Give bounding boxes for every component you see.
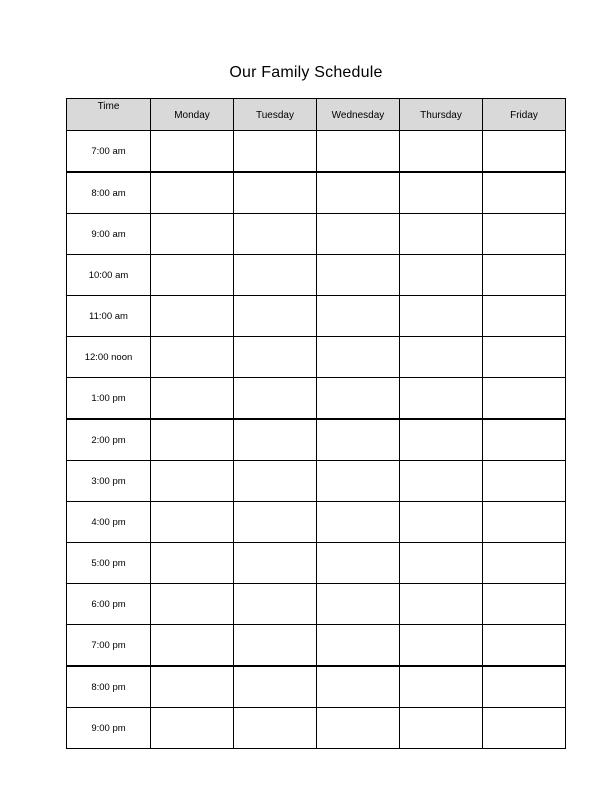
schedule-cell[interactable]	[400, 131, 483, 173]
schedule-cell[interactable]	[317, 131, 400, 173]
time-label: 12:00 noon	[67, 337, 151, 378]
time-label: 8:00 am	[67, 172, 151, 214]
time-label: 7:00 pm	[67, 625, 151, 667]
table-row	[67, 625, 566, 667]
time-label: 10:00 am	[67, 255, 151, 296]
header-row	[67, 99, 566, 131]
schedule-cell[interactable]	[151, 131, 234, 173]
schedule-cell[interactable]	[317, 214, 400, 255]
schedule-cell[interactable]	[317, 461, 400, 502]
time-label: 8:00 pm	[67, 666, 151, 708]
schedule-cell[interactable]	[400, 584, 483, 625]
time-label: 4:00 pm	[67, 502, 151, 543]
table-row	[67, 419, 566, 461]
schedule-cell[interactable]	[317, 172, 400, 214]
table-row	[67, 378, 566, 420]
table-row	[67, 172, 566, 214]
table-row	[67, 708, 566, 749]
schedule-cell[interactable]	[483, 708, 566, 749]
time-label: 11:00 am	[67, 296, 151, 337]
schedule-cell[interactable]	[151, 255, 234, 296]
schedule-cell[interactable]	[317, 666, 400, 708]
schedule-cell[interactable]	[151, 172, 234, 214]
schedule-cell[interactable]	[400, 502, 483, 543]
schedule-cell[interactable]	[151, 214, 234, 255]
column-header-thursday: Thursday	[400, 99, 483, 131]
schedule-cell[interactable]	[317, 502, 400, 543]
schedule-cell[interactable]	[151, 502, 234, 543]
schedule-cell[interactable]	[234, 296, 317, 337]
schedule-cell[interactable]	[317, 543, 400, 584]
schedule-cell[interactable]	[483, 296, 566, 337]
schedule-cell[interactable]	[400, 172, 483, 214]
time-label: 2:00 pm	[67, 419, 151, 461]
schedule-cell[interactable]	[400, 543, 483, 584]
schedule-cell[interactable]	[483, 666, 566, 708]
schedule-cell[interactable]	[483, 461, 566, 502]
schedule-cell[interactable]	[483, 625, 566, 667]
table-row	[67, 214, 566, 255]
schedule-cell[interactable]	[151, 666, 234, 708]
schedule-cell[interactable]	[483, 131, 566, 173]
schedule-cell[interactable]	[483, 543, 566, 584]
page-title: Our Family Schedule	[229, 64, 383, 81]
schedule-cell[interactable]	[317, 419, 400, 461]
time-label: 9:00 am	[67, 214, 151, 255]
table-row	[67, 666, 566, 708]
column-header-time: Time	[67, 99, 151, 131]
column-header-tuesday: Tuesday	[234, 99, 317, 131]
schedule-cell[interactable]	[151, 378, 234, 420]
schedule-cell[interactable]	[400, 666, 483, 708]
schedule-cell[interactable]	[234, 666, 317, 708]
table-row	[67, 461, 566, 502]
schedule-cell[interactable]	[151, 708, 234, 749]
time-label: 5:00 pm	[67, 543, 151, 584]
schedule-cell[interactable]	[400, 708, 483, 749]
schedule-cell[interactable]	[234, 502, 317, 543]
schedule-cell[interactable]	[234, 337, 317, 378]
time-label: 6:00 pm	[67, 584, 151, 625]
table-row	[67, 584, 566, 625]
schedule-cell[interactable]	[151, 584, 234, 625]
schedule-cell[interactable]	[483, 337, 566, 378]
schedule-cell[interactable]	[151, 337, 234, 378]
schedule-table	[66, 98, 566, 749]
schedule-cell[interactable]	[483, 378, 566, 420]
schedule-cell[interactable]	[234, 543, 317, 584]
table-row	[67, 337, 566, 378]
schedule-cell[interactable]	[234, 708, 317, 749]
time-label: 1:00 pm	[67, 378, 151, 420]
schedule-cell[interactable]	[483, 584, 566, 625]
schedule-cell[interactable]	[151, 461, 234, 502]
schedule-cell[interactable]	[400, 296, 483, 337]
column-header-monday: Monday	[151, 99, 234, 131]
schedule-cell[interactable]	[400, 419, 483, 461]
schedule-cell[interactable]	[317, 625, 400, 667]
schedule-cell[interactable]	[151, 625, 234, 667]
schedule-cell[interactable]	[317, 337, 400, 378]
column-header-friday: Friday	[483, 99, 566, 131]
schedule-cell[interactable]	[400, 625, 483, 667]
schedule-cell[interactable]	[234, 625, 317, 667]
column-header-wednesday: Wednesday	[317, 99, 400, 131]
schedule-cell[interactable]	[234, 461, 317, 502]
schedule-cell[interactable]	[151, 543, 234, 584]
schedule-cell[interactable]	[483, 214, 566, 255]
schedule-cell[interactable]	[234, 172, 317, 214]
schedule-cell[interactable]	[400, 378, 483, 420]
table-row	[67, 502, 566, 543]
schedule-cell[interactable]	[400, 337, 483, 378]
table-row	[67, 255, 566, 296]
time-label: 9:00 pm	[67, 708, 151, 749]
schedule-cell[interactable]	[483, 502, 566, 543]
schedule-cell[interactable]	[234, 419, 317, 461]
schedule-cell[interactable]	[400, 461, 483, 502]
schedule-cell[interactable]	[234, 378, 317, 420]
schedule-cell[interactable]	[234, 255, 317, 296]
schedule-cell[interactable]	[151, 419, 234, 461]
time-label: 3:00 pm	[67, 461, 151, 502]
schedule-cell[interactable]	[317, 378, 400, 420]
schedule-cell[interactable]	[317, 584, 400, 625]
schedule-cell[interactable]	[483, 172, 566, 214]
schedule-cell[interactable]	[234, 131, 317, 173]
table-row	[67, 543, 566, 584]
schedule-cell[interactable]	[483, 419, 566, 461]
schedule-cell[interactable]	[317, 296, 400, 337]
schedule-cell[interactable]	[317, 708, 400, 749]
schedule-cell[interactable]	[151, 296, 234, 337]
schedule-cell[interactable]	[400, 214, 483, 255]
time-label: 7:00 am	[67, 131, 151, 173]
schedule-cell[interactable]	[234, 584, 317, 625]
schedule-cell[interactable]	[400, 255, 483, 296]
table-row	[67, 296, 566, 337]
schedule-cell[interactable]	[317, 255, 400, 296]
schedule-cell[interactable]	[483, 255, 566, 296]
schedule-cell[interactable]	[234, 214, 317, 255]
table-row	[67, 131, 566, 173]
